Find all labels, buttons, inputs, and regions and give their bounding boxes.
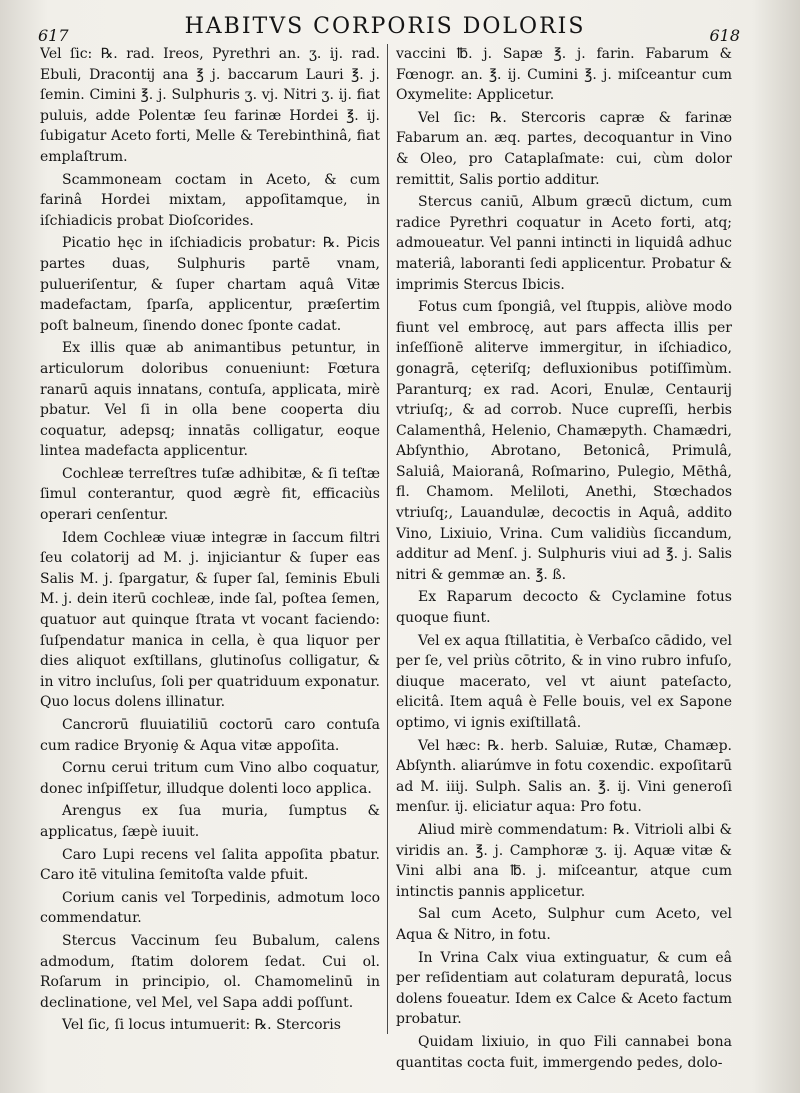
page-header (30, 8, 740, 44)
paragraph: Picatio hęc in iſchiadicis probatur: ℞. Picis partes duas, Sulphuris partē vnam, pulueriſentur, & ſuper chartam aquâ Vitæ madefactam, ſparſa, applicentur, præſertim poſt balneum, ſinendo donec ſponte cadat. (40, 235, 380, 334)
paragraph: Scammoneam coctam in Aceto, & cum farinâ Hordei mixtam, appoſitamque, in iſchiadicis probat Dioſcorides. (40, 171, 380, 229)
paragraph: Corium canis vel Torpedinis, admotum loco commendatur. (40, 889, 380, 927)
paragraph: Stercus caniū, Album græcū dictum, cum radice Pyrethri coquatur in Aceto forti, atq; admoueatur. Vel panni intincti in liquidâ adhuc materiâ, laboranti ſedi applicentur. Probatur & imprimis Stercus Ibicis. (396, 194, 732, 293)
paragraph: Vel ſic, ſi locus intumuerit: ℞. Stercoris (62, 1017, 341, 1034)
paragraph: Vel ex aqua ſtillatitia, è Verbaſco cādido, vel per ſe, vel priùs cōtrito, & in vino rubro infuſo, diuque macerato, vel vt aiunt pateſacto, elicitâ. Item aquâ è Felle bouis, vel ex Sapone optimo, vi ignis exiſtillatâ. (396, 632, 732, 731)
paragraph: Ex illis quæ ab animantibus petuntur, in articulorum doloribus conueniunt: Fœtura ranarū aquis innatans, contuſa, applicata, mirè pbatur. Vel ſi in olla bene cooperta diu coquatur, adepsq; innatās colligatur, eoque lintea madefacta applicentur. (40, 340, 380, 460)
paragraph: Cornu cerui tritum cum Vino albo coquatur, donec inſpiſſetur, illudque dolenti loco applica. (40, 760, 380, 797)
paragraph: Arengus ex ſua muria, ſumptus & applicatus, ſæpè iuuit. (40, 803, 380, 840)
column-divider (387, 44, 388, 1034)
paragraph: Quidam lixiuio, in quo Fili cannabei bona quantitas cocta fuit, immergendo pedes, dolo- (396, 1033, 732, 1071)
paragraph: Fotus cum ſpongiâ, vel ſtuppis, aliòve modo fiunt vel embrocę, aut pars affecta illis per inſeſſionē aliterve immergitur, in iſchiadico, gonagrā, cęteriſq; defluxionibus potiſſimùm. Paranturq; ex rad. Acori, Enulæ, Centaurij vtriuſq;, & ad corrob. Nuce cupreſſi, herbis Calamenthâ, Helenio, Chamæpyth. Chamædri, Abſynthio, Abrotano, Betonicâ, Primulâ, Saluiâ, Maioranâ, Roſmarino, Pulegio, Mēthâ, fl. Chamom. Meliloti, Anethi, Stœchados vtriuſq;, Lauandulæ, decoctis in Aquâ, addito Vino, Lixiuio, Vrina. Cum validiùs ſiccandum, additur ad Menſ. j. Sulphuris viui ad ℥. j. Salis nitri & gemmæ an. ℥. ß. (396, 299, 732, 583)
paragraph: vaccini ℔. j. Sapæ ℥. j. farin. Fabarum & Fœnogr. an. ℥. ij. Cumini ℥. j. miſceantur cum Oxymelite: Applicetur. (396, 46, 732, 104)
paragraph: Cochleæ terreſtres tuſæ adhibitæ, & ſi teſtæ ſimul conterantur, quod ægrè fit, efficaciùs operari cenſentur. (40, 465, 380, 524)
paragraph: Sal cum Aceto, Sulphur cum Aceto, vel Aqua & Nitro, in fotu. (396, 906, 732, 943)
page-number-right: 618 (709, 26, 740, 45)
paragraph: Aliud mirè commendatum: ℞. Vitrioli albi & viridis an. ℥. j. Camphoræ ʒ. ij. Aquæ vitæ & Vini albi ana ℔. j. miſceantur, atque cum intinctis pannis applicetur. (396, 821, 732, 900)
paragraph: Vel ſic: ℞. Stercoris capræ & farinæ Fabarum an. æq. partes, decoquantur in Vino & Oleo, pro Cataplaſmate: cui, cùm dolor remittit, Salis portio additur. (396, 109, 732, 188)
paragraph: Idem Cochleæ viuæ integræ in ſaccum filtri ſeu colatorij ad M. j. injiciantur & ſuper eas Salis M. j. ſpargatur, & ſuper ſal, ſeminis Ebuli M. j. dein iterū cochleæ, inde ſal, poſtea ſemen, quatuor aut quinque ſtrata vt vocant faciendo: ſuſpendatur manica in cella, è qua liquor per dies aliquot exſtillans, glutinoſus colligatur, & in vitro incluſus, ſoli per quatriduum exponatur. Quo locus dolens illinatur. (40, 529, 380, 711)
paragraph: Vel hæc: ℞. herb. Saluiæ, Rutæ, Chamæp. Abſynth. aliarúmve in fotu coxendic. expoſitarū ad M. iiij. Sulph. Salis an. ℥. ij. Vini generoſi menſur. ij. eliciatur aqua: Pro fotu. (396, 737, 732, 816)
paragraph: Caro Lupi recens vel ſalita appoſita pbatur. Caro itē vitulina ſemitoſta valde pfuit. (40, 846, 380, 884)
page-number-left: 617 (38, 26, 69, 45)
paragraph: Cancrorū fluuiatiliū coctorū caro contuſa cum radice Bryoniȩ & Aqua vitæ appoſita. (40, 717, 380, 754)
left-column (40, 44, 380, 1084)
paragraph: Vel ſic: ℞. rad. Ireos, Pyrethri an. ʒ. ij. rad. Ebuli, Dracontij ana ℥ j. baccarum Lauri ℥. j. ſemin. Cimini ℥. j. Sulphuris ʒ. vj. Nitri ʒ. ij. fiat puluis, adde Polentæ ſeu farinæ Hordei ℥. ij. ſubigatur Aceto forti, Melle & Terebinthinâ, fiat emplaſtrum. (40, 46, 380, 165)
running-title: HABITVS CORPORIS DOLORIS (184, 14, 586, 39)
paragraph: Ex Raparum decocto & Cyclamine fotus quoque fiunt. (396, 589, 732, 627)
paragraph: Stercus Vaccinum ſeu Bubalum, calens admodum, ſtatim dolorem ſedat. Cui ol. Roſarum in principio, ol. Chamomelinū in declinatione, vel Mel, vel Sapa addi poſſunt. (40, 932, 380, 1011)
right-column (396, 44, 732, 1084)
paragraph: In Vrina Calx viua extinguatur, & cum eâ per reſidentiam aut colaturam depuratâ, locus dolens foueatur. Idem ex Calce & Aceto factum probatur. (396, 949, 732, 1028)
